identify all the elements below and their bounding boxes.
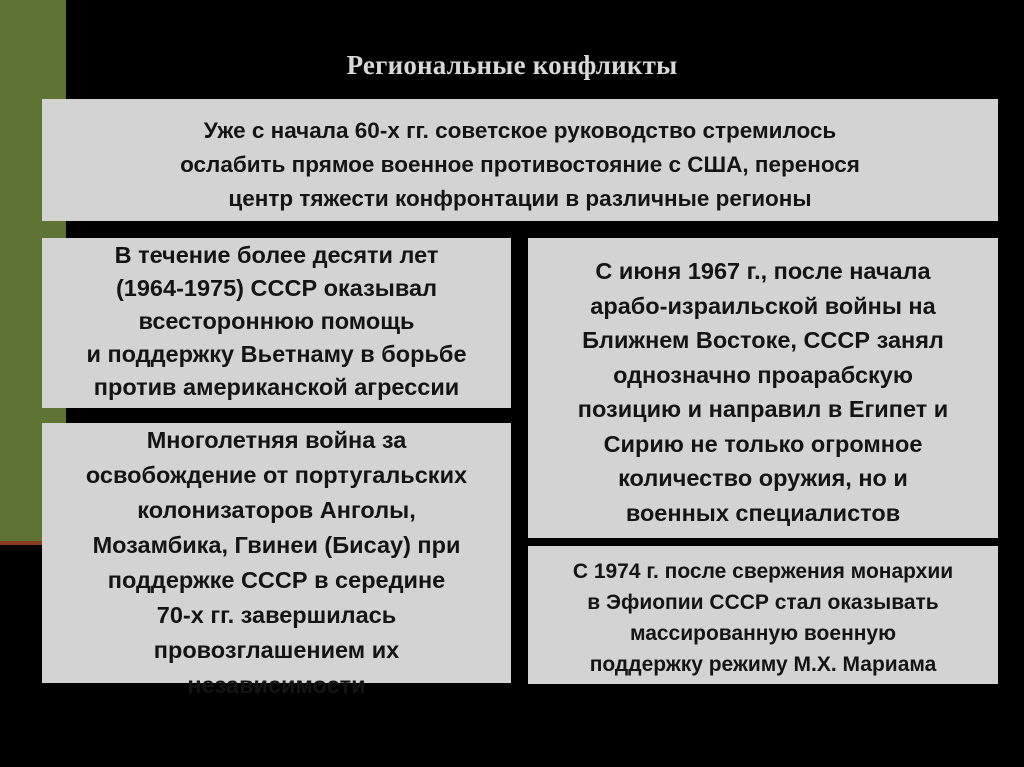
text-line: С июня 1967 г., после начала (595, 258, 931, 284)
text-line: (1964-1975) СССР оказывал (115, 275, 438, 301)
middle-east-text-box (528, 238, 998, 538)
text-line: позицию и направил в Египет и (577, 396, 949, 422)
text-line: Ближнем Востоке, СССР занял (582, 327, 944, 353)
text-line: массированную военную (629, 622, 897, 645)
text-line: против американской агрессии (93, 374, 460, 400)
text-line: поддержку режиму М.Х. Мариама (589, 653, 937, 676)
text-line: Сирию не только огромное (603, 430, 923, 457)
text-line: 70-х гг. завершилась (156, 602, 397, 628)
text-line: Многолетняя война за (146, 427, 407, 453)
text-line: военных специалистов (625, 499, 901, 526)
text-line: Мозамбика, Гвинеи (Бисау) при (92, 532, 461, 558)
text-line: ослабить прямое военное противостояние с США, перенося (180, 152, 860, 177)
text-line: независимости (187, 672, 366, 698)
ethiopia-text-box (528, 546, 998, 684)
text-line: поддержке СССР в середине (107, 567, 446, 593)
text-line: колонизаторов Анголы, (137, 497, 416, 523)
text-line: в Эфиопии СССР стал оказывать (587, 591, 939, 614)
text-line: С 1974 г. после свержения монархии (572, 560, 954, 583)
text-line: В течение более десяти лет (114, 242, 439, 268)
text-line: количество оружия, но и (618, 465, 908, 491)
text-line: провозглашением их (153, 637, 400, 663)
text-line: центр тяжести конфронтации в различные регионы (228, 186, 812, 211)
intro-text-box (42, 99, 998, 221)
text-line: Уже с начала 60-х гг. советское руководство стремилось (203, 118, 837, 143)
text-line: всестороннюю помощь (138, 308, 415, 334)
text-line: арабо-израильской войны на (590, 292, 936, 319)
slide-title: Региональные конфликты (346, 50, 678, 80)
text-line: однозначно проарабскую (613, 361, 913, 388)
text-line: и поддержку Вьетнаму в борьбе (86, 341, 467, 367)
angola-text-box (42, 423, 511, 698)
text-line: освобождение от португальских (85, 462, 468, 488)
vietnam-text-box (42, 238, 511, 408)
